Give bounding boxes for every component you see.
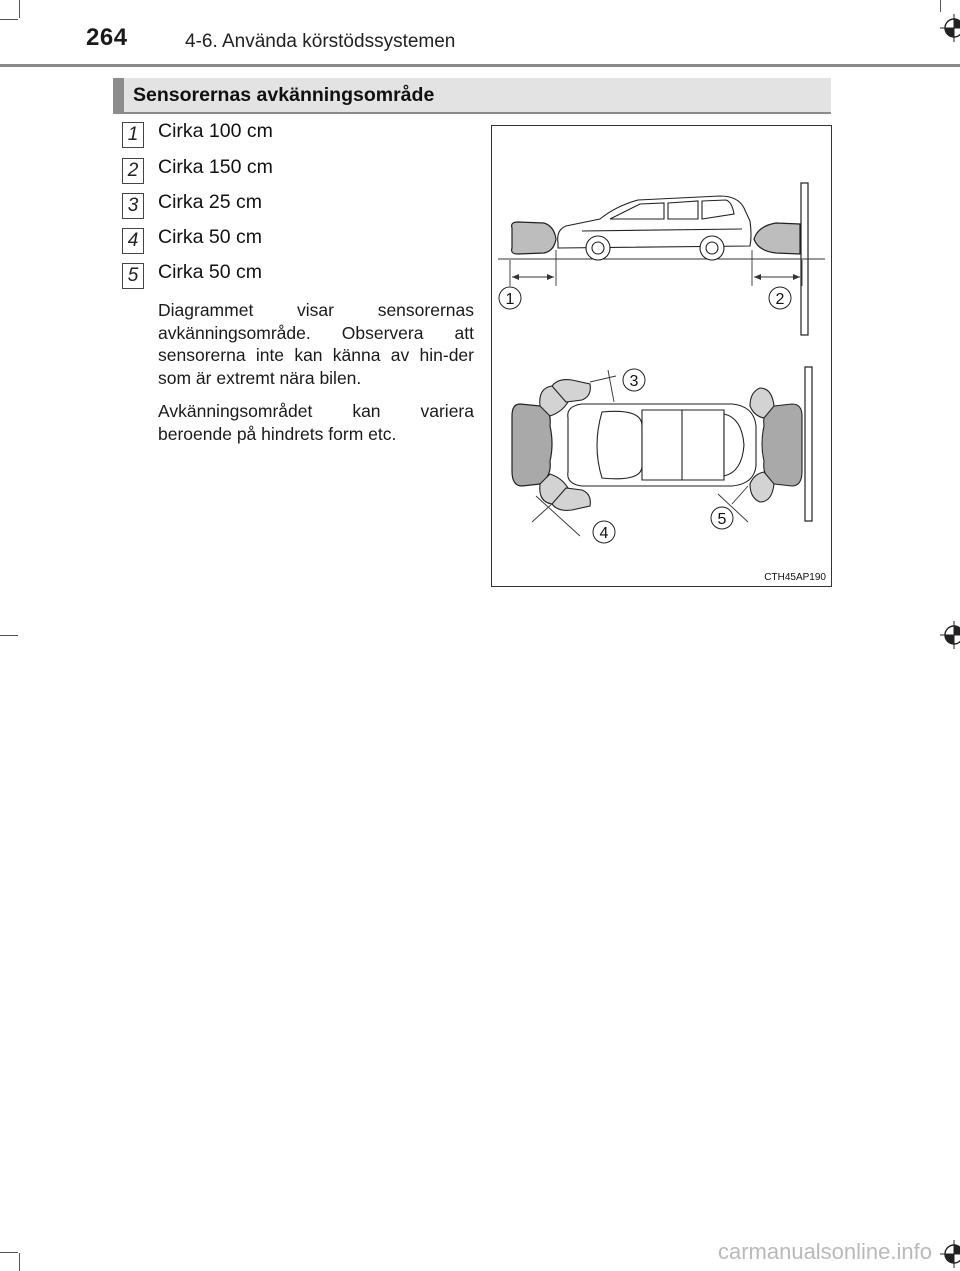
crop-mark (0, 19, 18, 20)
figure-code: CTH45AP190 (764, 572, 826, 583)
header-rule (0, 64, 960, 67)
callout-label: 2 (775, 291, 785, 308)
section-heading-bar (113, 78, 831, 114)
registration-mark-icon (940, 14, 960, 42)
registration-mark-icon (940, 1240, 960, 1268)
body-paragraph: Diagrammet visar sensorernas avkänningsområde. Observera att sensorerna inte kan känna av hin-der som är extremt nära bilen. (158, 300, 474, 388)
heading-accent (113, 78, 124, 114)
car-side-icon (558, 196, 751, 260)
item-number-badge: 1 (122, 122, 144, 148)
page-number: 264 (86, 24, 128, 51)
crop-mark (0, 1252, 18, 1253)
section-heading: Sensorernas avkänningsområde (133, 84, 435, 106)
crop-mark (940, 0, 941, 12)
crop-mark (0, 635, 18, 636)
car-top-icon (568, 404, 756, 486)
item-text: Cirka 50 cm (158, 226, 263, 248)
crop-mark (19, 1253, 20, 1271)
item-number-badge: 2 (122, 158, 144, 184)
item-text: Cirka 150 cm (158, 156, 273, 178)
callout-label: 3 (629, 373, 639, 390)
sensor-range-diagram (491, 125, 832, 587)
rear-range-zone (754, 223, 800, 254)
diagram-illustration (492, 126, 831, 586)
wall-top (805, 367, 812, 521)
crop-mark (19, 0, 20, 18)
list-item (122, 261, 482, 291)
list-item (122, 226, 482, 256)
rear-center-zone (762, 404, 802, 486)
item-number-badge: 3 (122, 193, 144, 219)
item-text: Cirka 100 cm (158, 120, 273, 142)
item-number-badge: 4 (122, 228, 144, 254)
callout-label: 4 (599, 525, 609, 542)
list-item (122, 120, 482, 150)
front-center-zone (512, 404, 552, 486)
body-paragraph: Avkänningsområdet kan variera beroende på hindrets form etc. (158, 401, 474, 444)
item-text: Cirka 25 cm (158, 191, 263, 213)
registration-mark-icon (940, 621, 960, 649)
front-range-zone (512, 222, 556, 254)
callout-label: 5 (717, 511, 727, 528)
list-item (122, 156, 482, 186)
item-text: Cirka 50 cm (158, 261, 263, 283)
callout-label: 1 (505, 291, 515, 308)
watermark: carmanualsonline.info (717, 1239, 932, 1264)
item-number-badge: 5 (122, 263, 144, 289)
list-item (122, 191, 482, 221)
section-title: 4-6. Använda körstödssystemen (185, 31, 456, 52)
